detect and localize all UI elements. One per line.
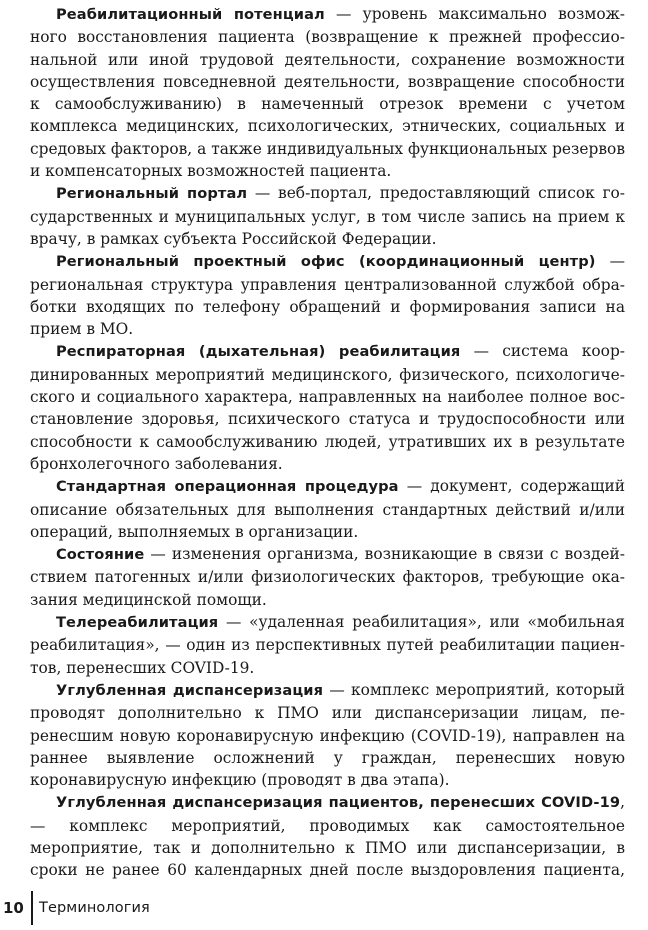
glossary-entry [30, 791, 625, 881]
running-section-title: Терминология [39, 900, 150, 916]
glossary-definition: — «удаленная реабилитация», или «мобильная реабилитация», — один из перспективных путей реабилитации пациентов, перенесших COVID-19. [30, 613, 625, 677]
glossary-definition: — комплекс мероприятий, который проводят дополнительно к ПМО или диспансеризации лицам, перенесшим новую коронавирусную инфекцию (COVID-19), направлен на раннее выявление осложнений у граждан, перенесших новую коронавирусную инфекцию (проводят в два этапа). [30, 680, 625, 790]
glossary-term: Углубленная диспансеризация пациентов, перенесших COVID-19 [56, 794, 621, 812]
glossary-entry [30, 340, 625, 475]
glossary-definition: , — комплекс мероприятий, проводимых как самостоятельное мероприятие, так и дополнительно к ПМО или диспансеризации, в сроки не ранее 60 календарных дней после выздоровления пациента, [30, 793, 625, 880]
glossary-entry [30, 679, 625, 791]
page-number: 10 [3, 899, 24, 917]
glossary-entry [30, 475, 625, 543]
glossary-entry [30, 182, 625, 250]
glossary-definition: — изменения организма, возникающие в связи с воздействием патогенных и/или физиологических факторов, требующие оказания медицинской помощи. [30, 545, 625, 609]
glossary-term: Реабилитационный потенциал [56, 6, 325, 23]
glossary-term: Телереабилитация [56, 614, 219, 632]
glossary-term: Состояние [56, 546, 145, 564]
glossary-definition: — система координированных мероприятий медицинского, физического, психологического и социального характера, направленных на наиболее полное восстановление здоровья, психического статуса и трудоспособности или способности к самообслуживанию людей, утративших их в результате бронхолегочного заболевания. [30, 342, 625, 473]
glossary-definition: — уровень максимально возможного восстановления пациента (возвращение к прежней профессиональной или иной трудовой деятельности, сохранение возможности осуществления повседневной деятельности, возвращение способности к самообслуживанию) в намеченный отрезок времени с учетом комплекса медицинских, психологических, этнических, социальных и средовых факторов, а также индивидуальных функциональных резервов и компенсаторных возможностей пациента. [30, 5, 625, 181]
glossary-term: Углубленная диспансеризация [56, 681, 324, 699]
glossary-definition: — документ, содержащий описание обязательных для выполнения стандартных действий и/или операций, выполняемых в организации. [30, 477, 625, 541]
glossary-term: Региональный портал [56, 185, 248, 203]
glossary-body [30, 3, 625, 882]
glossary-entry [30, 250, 625, 340]
glossary-term: Стандартная операционная процедура [56, 478, 399, 496]
glossary-entry [30, 543, 625, 611]
glossary-definition: — веб-портал, предоставляющий список государственных и муниципальных услуг, в том числе запись на прием к врачу, в рамках субъекта Российской Федерации. [30, 184, 625, 248]
glossary-entry [30, 3, 625, 182]
glossary-entry [30, 611, 625, 679]
glossary-term: Региональный проектный офис (координационный центр) [56, 253, 596, 271]
footer-divider [31, 891, 33, 925]
glossary-term: Респираторная (дыхательная) реабилитация [56, 343, 461, 361]
glossary-definition: — региональная структура управления централизованной службой обработки входящих по телефону обращений и формирования записи на прием в МО. [30, 252, 625, 339]
page-footer [3, 890, 150, 926]
